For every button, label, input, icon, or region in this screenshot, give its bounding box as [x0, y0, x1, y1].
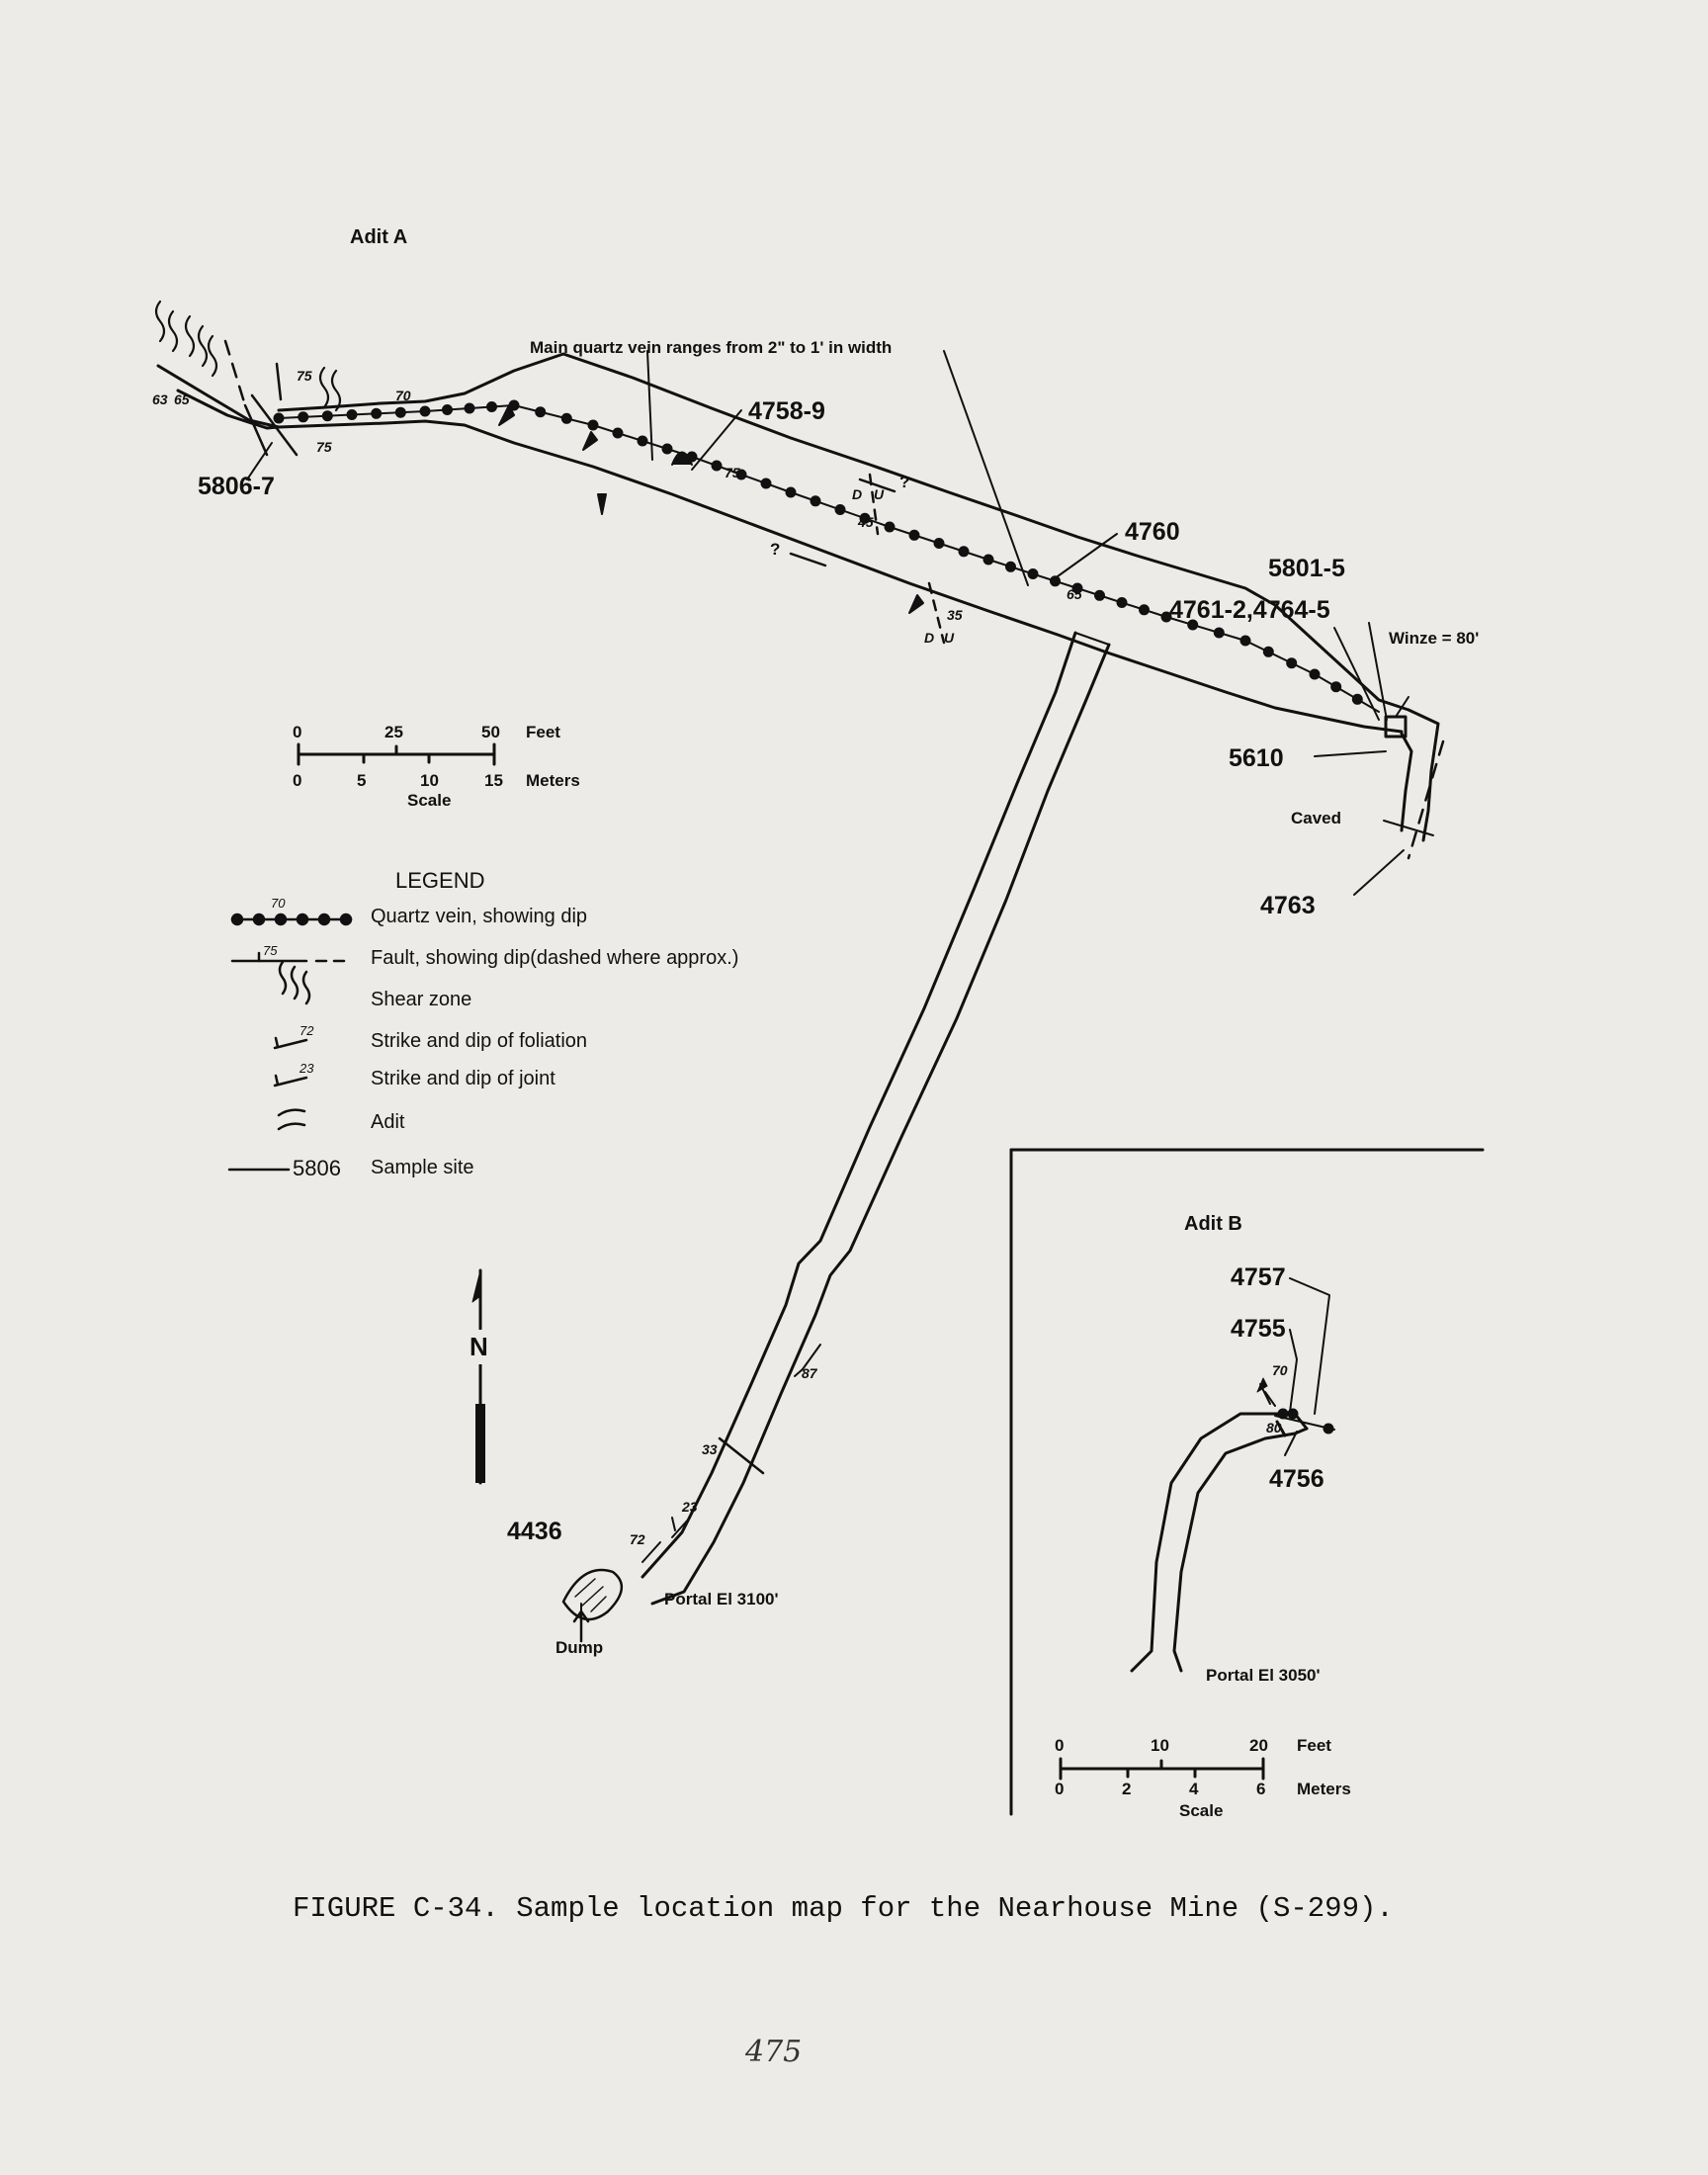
scale-b-feet-tick: 0 [1055, 1736, 1065, 1755]
scale-b-feet-tick: 10 [1151, 1736, 1169, 1755]
fault-up-mark: U [944, 630, 955, 646]
scale-a-feet-tick: 0 [293, 723, 302, 741]
sample-label-4436: 4436 [507, 1518, 562, 1545]
strike-dip-marks [642, 1345, 820, 1562]
sample-label-4760: 4760 [1125, 518, 1180, 546]
quartz-vein-dot [639, 437, 647, 446]
quartz-vein-dot [713, 462, 722, 471]
scale-b-feet-tick: 20 [1249, 1736, 1268, 1755]
quartz-vein-dot [960, 547, 969, 556]
quartz-vein-dot [984, 556, 993, 565]
scale-a-label: Scale [407, 791, 452, 810]
quartz-vein-dot [299, 412, 307, 421]
dip-value: 75 [297, 368, 312, 384]
quartz-vein-dot [487, 402, 496, 411]
dip-value: 72 [630, 1531, 645, 1547]
quartz-vein-dot [1264, 648, 1273, 656]
quartz-vein-dot [1241, 637, 1250, 646]
quartz-vein-dot [323, 411, 332, 420]
quartz-vein-dot [348, 410, 357, 419]
legend-joint-dip: 23 [299, 1061, 314, 1076]
scale-a-meter-tick: 5 [357, 771, 367, 790]
adit-a-title: Adit A [350, 226, 408, 248]
legend-item-adit: Adit [371, 1111, 405, 1133]
winze-label: Winze = 80' [1389, 629, 1480, 648]
quartz-vein-dot [886, 523, 895, 532]
quartz-vein-dot [372, 409, 381, 418]
quartz-vein-dot [536, 407, 545, 416]
dip-value: 33 [702, 1441, 718, 1457]
north-label: N [470, 1330, 488, 1364]
adit-b-inset-frame [1011, 1150, 1483, 1814]
dip-value: 65 [1067, 586, 1082, 602]
quartz-vein-dot [466, 404, 474, 413]
quartz-vein-dot [1118, 598, 1127, 607]
quartz-vein-dot [1331, 682, 1340, 691]
legend-title: LEGEND [395, 868, 485, 893]
figure-caption: FIGURE C-34. Sample location map for the Nearhouse Mine (S-299). [293, 1892, 1394, 1925]
adit-b-scale-bar [1061, 1759, 1263, 1779]
fault-down-mark: D [852, 486, 863, 502]
scale-b-meter-tick: 2 [1122, 1780, 1132, 1798]
dip-value: 45 [858, 514, 874, 530]
scale-b-feet-unit: Feet [1297, 1736, 1331, 1755]
scale-b-label: Scale [1179, 1801, 1224, 1820]
dip-value: 70 [1272, 1362, 1288, 1378]
scale-a-meter-unit: Meters [526, 771, 580, 790]
quartz-vein-dot [935, 539, 944, 548]
quartz-vein-dot [275, 414, 284, 423]
dip-value: 75 [316, 439, 332, 455]
sample-label-5806-7: 5806-7 [198, 473, 275, 500]
quartz-vein-dot [1353, 695, 1362, 704]
north-arrow [472, 1270, 485, 1483]
adit-a-scale-bar [299, 744, 494, 764]
quartz-vein-dot [1287, 658, 1296, 667]
quartz-vein-dot [836, 505, 845, 514]
adit-b-title: Adit B [1184, 1213, 1242, 1235]
sample-label-5801-5: 5801-5 [1268, 555, 1345, 582]
quartz-vein-dot [1095, 591, 1104, 600]
sample-label-4761-2-4764-5: 4761-2,4764-5 [1169, 596, 1330, 624]
quartz-vein-dot [663, 445, 672, 454]
sample-label-4758-9: 4758-9 [748, 397, 825, 425]
quartz-vein-dot [1311, 670, 1320, 679]
quartz-vein-dot [787, 488, 796, 497]
quartz-vein-dot [910, 531, 919, 540]
fault-down-mark: D [924, 630, 935, 646]
dip-value: 87 [802, 1365, 817, 1381]
quartz-vein-dot [614, 429, 623, 438]
quartz-vein-dot [443, 405, 452, 414]
adit-b-portal-label: Portal El 3050' [1206, 1666, 1321, 1685]
scale-b-meter-unit: Meters [1297, 1780, 1351, 1798]
scale-b-meter-tick: 4 [1189, 1780, 1199, 1798]
fault-uncertain-mark: ? [899, 473, 910, 491]
legend-foliation-dip: 72 [299, 1023, 314, 1038]
adit-a-crosscut [642, 633, 1109, 1604]
dip-value: 23 [682, 1499, 698, 1515]
adit-a-portal-label: Portal El 3100' [664, 1590, 779, 1609]
legend-item-foliation: Strike and dip of foliation [371, 1030, 588, 1052]
quartz-vein-dot [1006, 563, 1015, 571]
quartz-vein-dot [396, 408, 405, 417]
legend-symbols [229, 914, 351, 1170]
scale-a-meter-tick: 15 [484, 771, 503, 790]
quartz-vein-dot [1140, 605, 1149, 614]
legend-item-fault: Fault, showing dip(dashed where approx.) [371, 947, 739, 969]
fault-uncertain-mark: ? [770, 540, 781, 559]
sample-label-4763: 4763 [1260, 892, 1316, 919]
quartz-vein-dot [421, 407, 430, 416]
sample-label-4757: 4757 [1231, 1263, 1286, 1291]
sample-label-5610: 5610 [1229, 744, 1284, 772]
fault-up-mark: U [874, 486, 885, 502]
sample-label-4756: 4756 [1269, 1465, 1324, 1493]
dip-value: 65 [174, 392, 190, 407]
dip-value: 35 [947, 607, 963, 623]
quartz-vein-dot [589, 421, 598, 430]
quartz-vein-dot [1215, 629, 1224, 638]
scale-a-feet-unit: Feet [526, 723, 560, 741]
dip-value: 63 [152, 392, 168, 407]
legend-vein-dip: 70 [271, 896, 286, 911]
quartz-vein-dot [811, 496, 820, 505]
vein-width-note: Main quartz vein ranges from 2" to 1' in width [530, 338, 893, 357]
dip-value: 80 [1266, 1420, 1282, 1436]
quartz-vein-dot [762, 479, 771, 488]
caved-label: Caved [1291, 809, 1342, 827]
dump-symbol [563, 1570, 622, 1641]
quartz-vein [275, 401, 1380, 713]
scale-b-meter-tick: 0 [1055, 1780, 1065, 1798]
scale-a-feet-tick: 25 [384, 723, 403, 741]
legend-item-shear-zone: Shear zone [371, 989, 472, 1010]
scale-a-meter-tick: 10 [420, 771, 439, 790]
legend-sample-number: 5806 [293, 1156, 341, 1180]
legend-fault-dip: 75 [263, 943, 278, 958]
legend-item-sample-site: Sample site [371, 1157, 474, 1178]
legend-item-joint: Strike and dip of joint [371, 1068, 555, 1089]
scale-b-meter-tick: 6 [1256, 1780, 1266, 1798]
sample-label-4755: 4755 [1231, 1315, 1286, 1343]
scale-a-feet-tick: 50 [481, 723, 500, 741]
dip-value: 70 [395, 388, 411, 403]
scale-a-meter-tick: 0 [293, 771, 302, 790]
dip-value: 75 [725, 465, 740, 480]
quartz-vein-dot [1029, 569, 1038, 578]
dump-label: Dump [555, 1638, 604, 1657]
legend-item-quartz-vein: Quartz vein, showing dip [371, 906, 588, 927]
page-number: 475 [745, 2035, 803, 2069]
quartz-vein-dot [562, 414, 571, 423]
